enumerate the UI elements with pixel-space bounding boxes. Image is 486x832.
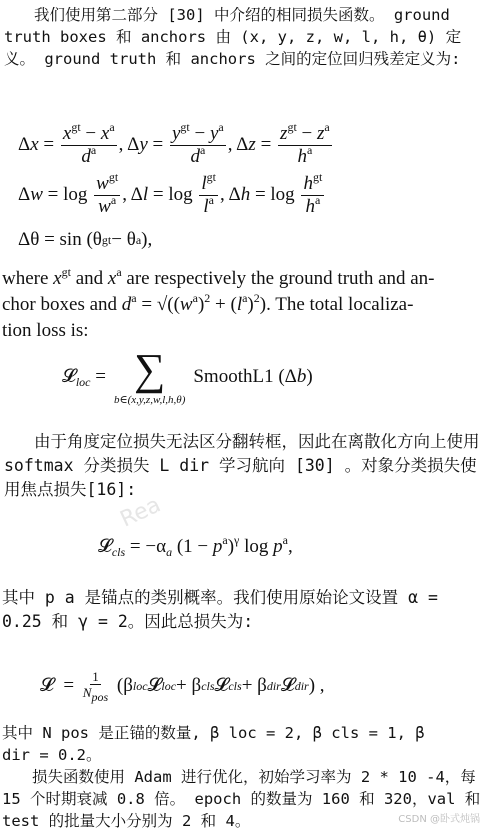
intro-text: 我们使用第二部分 [30] 中介绍的相同损失函数。 ground truth boxes 和 anchors 由 (x, y, z, w, l, h, θ) 定义。 ground truth 和 anchors 之间的定位回归残差定义为: xyxy=(4,6,462,68)
total-loss-equation: 𝓛 = $\frac{1}{N_{pos}}$ (β loc 𝓛 loc + β cls 𝓛 cls + β dir 𝓛 dir ) , xyxy=(40,669,325,704)
eq-xyz: Δ x = $\frac{x^{gt} - x^a}{d^a}$ , Δ y = $\frac{y^{gt} - y^a}{d^a}$ , Δ z = $\frac{z^{gt} - z^a}{h^a}$ xyxy=(18,119,330,167)
heading-paragraph xyxy=(4,430,482,502)
eq-theta: Δθ = sin (θ gt − θ a ), xyxy=(18,229,153,250)
smoothl1-label: SmoothL1 xyxy=(193,366,274,387)
intro-paragraph xyxy=(4,4,482,70)
alpha-gamma-paragraph xyxy=(2,586,482,634)
where-paragraph xyxy=(2,266,484,344)
weights-line-1: 其中 N pos 是正锚的数量, β loc = 2, β cls = 1, β xyxy=(2,724,425,742)
alpha-gamma-text: 其中 p a 是锚点的类别概率。我们使用原始论文设置 α = 0.25 和 γ = 2。因此总损失为: xyxy=(2,588,438,631)
watermark: Rea xyxy=(116,492,165,533)
loss-loc-equation: 𝓛$_{loc}$ = ∑ b∈(x,y,z,w,l,h,θ) SmoothL1 (Δb) xyxy=(62,345,313,406)
loss-cls-equation: 𝓛$_{cls}$ = $-\alpha_a$ $(1 - p^a)^\gamma$ $\log p^a$, xyxy=(98,533,293,559)
weights-paragraph xyxy=(2,722,482,766)
csdn-footer: CSDN @卧式炖锅 xyxy=(398,814,480,825)
eq-wlh: Δ w = log $\frac{w^{gt}}{w^a}$ , Δ l = log $\frac{l^{gt}}{l^a}$ , Δ h = log $\frac{h^{gt}}{h^a}$ xyxy=(18,169,323,217)
where-line-1: where $x^{gt}$ and $x^a$ are respectively the ground truth and an- xyxy=(2,265,435,289)
weights-line-2: dir = 0.2。 xyxy=(2,746,102,764)
where-line-2: chor boxes and $d^a = √((w^a)^2 + (l^a)^2)$. The total localiza- xyxy=(2,291,414,315)
optimizer-text: 损失函数使用 Adam 进行优化，初始学习率为 2 * 10 -4，每 15 个时期衰减 0.8 倍。 epoch 的数量为 160 和 320，val 和 test 的批量大小分别为 2 和 4。 xyxy=(2,768,481,830)
heading-text: 由于角度定位损失无法区分翻转框，因此在离散化方向上使用 softmax 分类损失 L dir 学习航向 [30] 。对象分类损失使用焦点损失[16]: xyxy=(4,432,480,499)
sum-symbol: ∑ b∈(x,y,z,w,l,h,θ) xyxy=(113,345,186,406)
where-line-3: tion loss is: xyxy=(2,320,89,341)
residual-equations xyxy=(18,120,478,260)
